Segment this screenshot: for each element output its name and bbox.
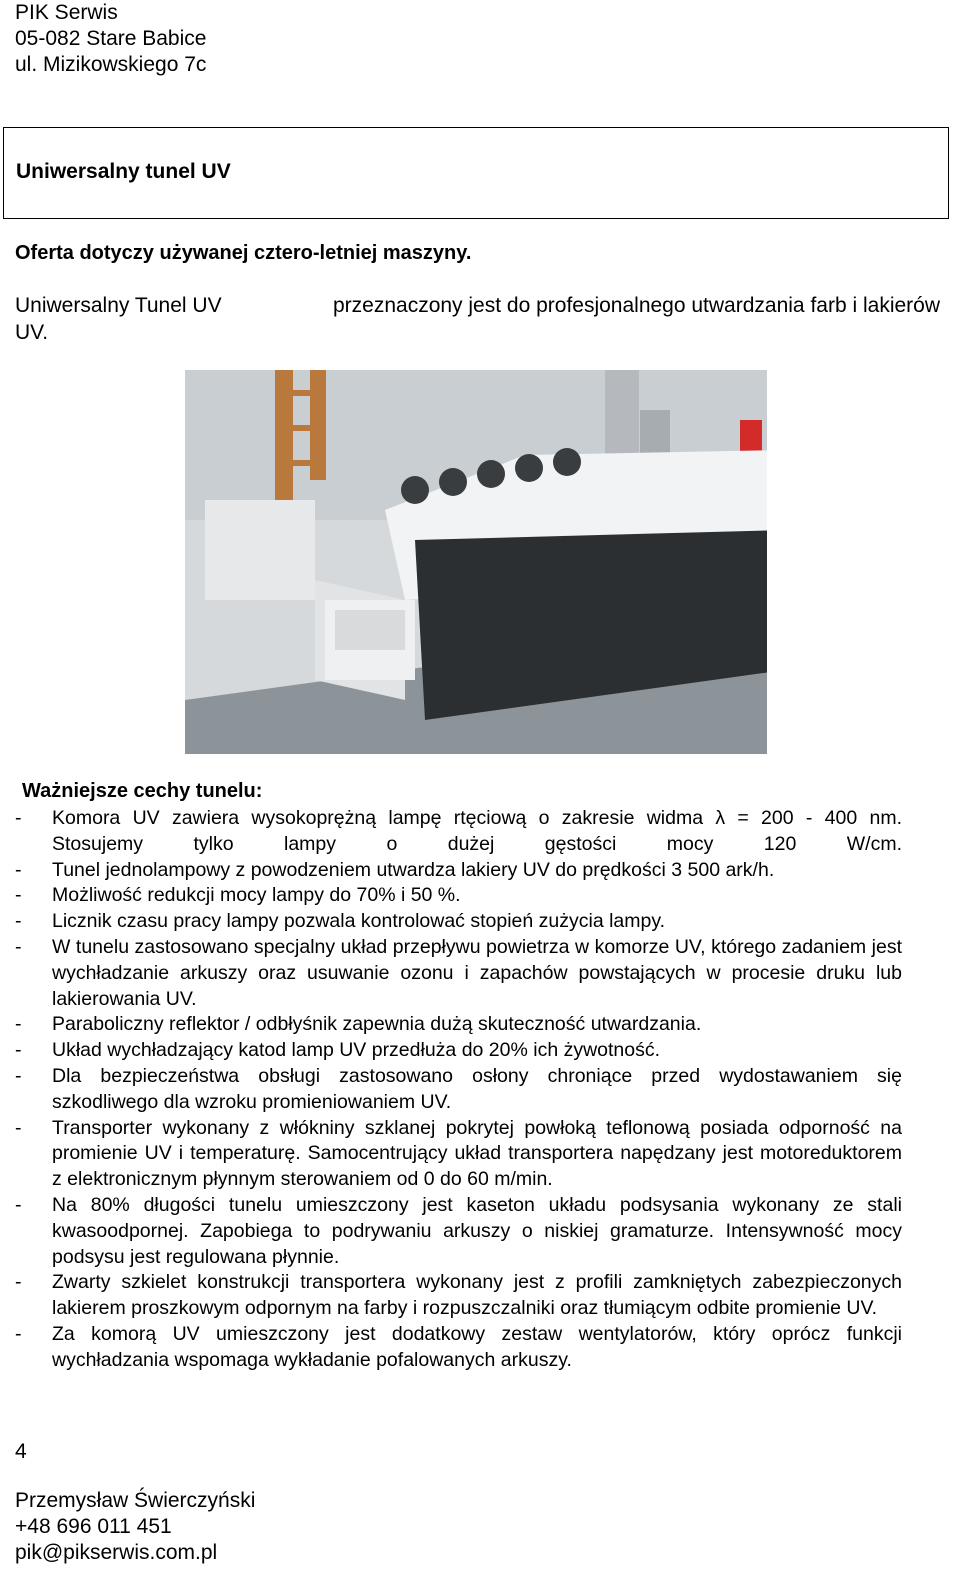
uv-tunnel-photo [185,370,767,754]
list-item: - Na 80% długości tunelu umieszczony jest kaseton układu podsysania wykonany ze stali kwasoodpornej. Zapobiega to podrywaniu arkuszy o niskiej gramaturze. Intensywność mocy podsysu jest regulowana płynnie. [15,1193,902,1268]
intro-part2: przeznaczony jest do profesjonalnego utwardzania farb i lakierów [332,294,940,317]
street-line: ul. Mizikowskiego 7c [15,53,207,76]
intro-part1: Uniwersalny Tunel UV [15,294,222,317]
features-list [15,806,902,1374]
company-address [15,0,206,78]
page-title: Uniwersalny tunel UV [16,160,231,183]
list-item: - Układ wychładzający katod lamp UV przedłuża do 20% ich żywotność. [15,1039,661,1062]
list-item: - Możliwość redukcji mocy lampy do 70% i 50 %. [15,884,461,907]
company-name: PIK Serwis [15,1,118,24]
intro-part3: UV. [15,321,49,344]
title-box [3,127,949,219]
intro-paragraph [15,292,940,346]
contact-email: pik@pikserwis.com.pl [15,1541,218,1564]
list-item: - Komora UV zawiera wysokoprężną lampę rtęciową o zakresie widma λ = 200 - 400 nm. Stosujemy tylko lampy o dużej gęstości mocy 120 W/cm. [15,807,902,855]
list-item: - Zwarty szkielet konstrukcji transportera wykonany jest z profili zamkniętych zabezpieczonych lakierem proszkowym odpornym na farby i rozpuszczalniki oraz tłumiącym odbite promienie UV. [15,1271,902,1320]
list-item: - Paraboliczny reflektor / odbłyśnik zapewnia dużą skuteczność utwardzania. [15,1013,702,1036]
list-item: - W tunelu zastosowano specjalny układ przepływu powietrza w komorze UV, którego zadaniem jest wychładzanie arkuszy oraz usuwanie ozonu i zapachów powstających w procesie druku lub lakierowania UV. [15,935,902,1010]
postal-line: 05-082 Stare Babice [15,27,207,50]
list-item: - Dla bezpieczeństwa obsługi zastosowano osłony chroniące przed wydostawaniem się szkodliwego dla wzroku promieniowaniem UV. [15,1064,902,1113]
features-heading: Ważniejsze cechy tunelu: [22,780,263,802]
list-item: - Tunel jednolampowy z powodzeniem utwardza lakiery UV do prędkości 3 500 ark/h. [15,858,775,881]
uv-tunnel-illustration [185,370,767,754]
offer-note: Oferta dotyczy używanej cztero-letniej maszyny. [15,242,472,264]
list-item: - Transporter wykonany z włókniny szklanej pokrytej powłoką teflonową posiada odporność na promienie UV i temperaturę. Samocentrujący układ transportera napędzany jest motoreduktorem z elektronicznym płynnym sterowaniem od 0 do 60 m/min. [15,1116,902,1191]
page-number: 4 [15,1440,27,1463]
contact-block [15,1488,255,1566]
list-item: - Licznik czasu pracy lampy pozwala kontrolować stopień zużycia lampy. [15,910,666,933]
contact-name: Przemysław Świerczyński [15,1489,256,1512]
list-item: - Za komorą UV umieszczony jest dodatkowy zestaw wentylatorów, który oprócz funkcji wychładzania wspomaga wykładanie pofalowanych arkuszy. [15,1322,902,1371]
contact-phone: +48 696 011 451 [15,1515,172,1538]
